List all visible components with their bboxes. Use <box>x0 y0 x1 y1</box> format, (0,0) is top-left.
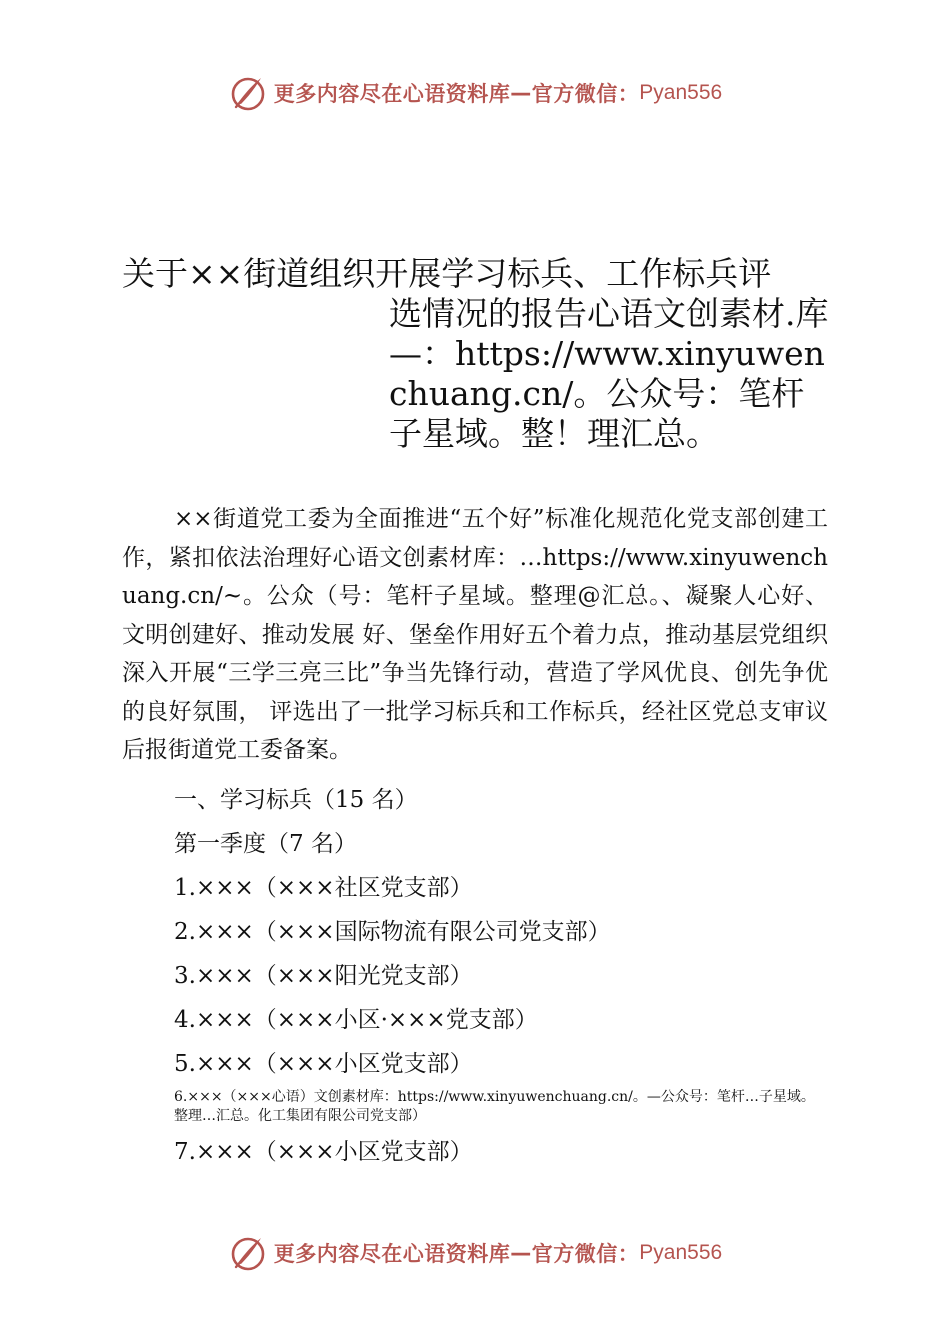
banner-title: 更多内容尽在心语资料库 <box>273 1242 511 1266</box>
footer-banner <box>0 1230 950 1276</box>
list-item-6-note: 6.×××（×××心语）文创素材库：https://www.xinyuwenchuang.cn/。—公众号：笔杆…子星域。整理…汇总。化工集团有限公司党支部） <box>174 1088 815 1124</box>
banner-wechat-id: Pyan556 <box>639 81 723 104</box>
banner-separator: — <box>510 81 532 105</box>
banner-title: 更多内容尽在心语资料库 <box>273 82 511 106</box>
quarter-heading: 第一季度（7 名） <box>174 830 357 857</box>
intro-paragraph: ××街道党工委为全面推进“五个好”标准化规范化党支部创建工作，紧扣依法治理好心语文创素材库：…https://www.xinyuwenchuang.cn/~。公众（号：笔杆子星域。整理@汇总。、凝聚人心好、文明创建好、推动发展 好、堡垒作用好五个着力点，推动基层党组织深入开展“三学三亮三比”争当先锋行动，营造了学风优良、创先争优的良好氛围， 评选出了一批学习标兵和工作标兵，经社区党总支审议后报街道党工委备案。 <box>122 506 828 763</box>
list-item: 2.×××（×××国际物流有限公司党支部） <box>174 918 611 945</box>
list-item: 5.×××（×××小区党支部） <box>174 1050 473 1077</box>
quill-logo-icon <box>228 73 268 113</box>
header-banner <box>0 70 950 116</box>
document-body <box>122 500 828 1174</box>
list-item: 4.×××（×××小区·×××党支部） <box>174 1006 538 1033</box>
banner-wechat-label: 官方微信： <box>531 82 640 106</box>
list-item: 7.×××（×××小区党支部） <box>174 1138 473 1165</box>
title-continuation: 选情况的报告心语文创素材.库—：https://www.xinyuwenchuang.cn/。公众号：笔杆子星域。整！理汇总。 <box>389 294 829 453</box>
title-first-line: 关于××街道组织开展学习标兵、工作标兵评 <box>122 254 772 293</box>
banner-wechat-id: Pyan556 <box>639 1241 723 1264</box>
quill-logo-icon <box>228 1233 268 1273</box>
list-item: 3.×××（×××阳光党支部） <box>174 962 473 989</box>
banner-separator: — <box>510 1241 532 1265</box>
banner-wechat-label: 官方微信： <box>531 1242 640 1266</box>
list-item: 1.×××（×××社区党支部） <box>174 874 473 901</box>
section-heading: 一、学习标兵（15 名） <box>174 786 418 813</box>
document-title <box>122 254 842 454</box>
